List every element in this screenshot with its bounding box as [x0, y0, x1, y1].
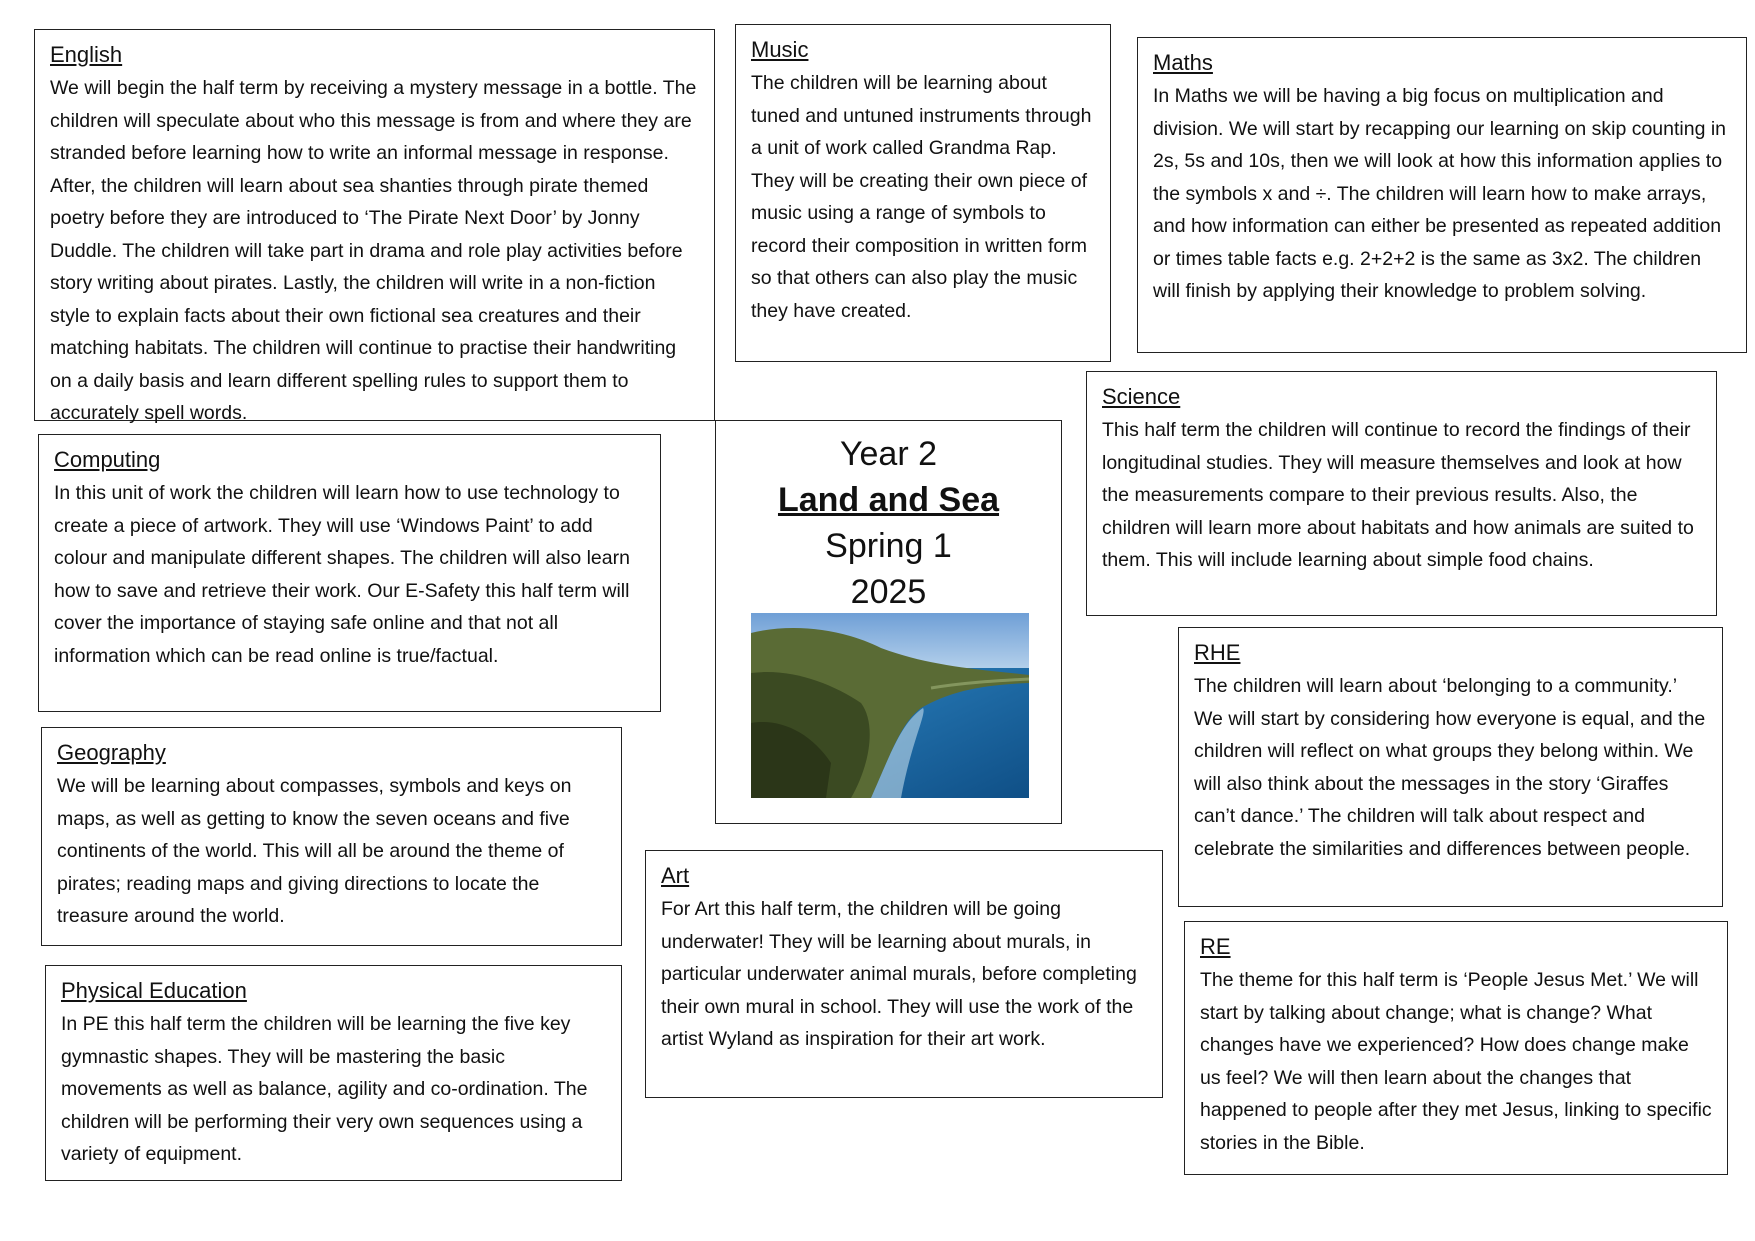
art-body: For Art this half term, the children will be going underwater! They will be learning about murals, in particular underwater animal murals, before completing their own mural in school. They will use the work of the artist Wyland as inspiration for their art work. — [661, 898, 1137, 1050]
pe-panel — [45, 965, 622, 1181]
maths-body: In Maths we will be having a big focus on multiplication and division. We will start by recapping our learning on skip counting in 2s, 5s and 10s, then we will look at how this information applies to the symbols x and ÷. The children will learn how to make arrays, and how information can either be presented as repeated addition or times table facts e.g. 2+2+2 is the same as 3x2. The children will finish by applying their knowledge to problem solving. — [1153, 85, 1727, 302]
english-body: We will begin the half term by receiving a mystery message in a bottle. The children will speculate about who this message is from and where they are stranded before learning how to write an informal message in response. After, the children will learn about sea shanties through pirate themed poetry before they are introduced to ‘The Pirate Next Door’ by Jonny Duddle. The children will take part in drama and role play activities before story writing about pirates. Lastly, the children will write in a non-fiction style to explain facts about their own fictional sea creatures and their matching habitats. The children will continue to practise their handwriting on a daily basis and learn different spelling rules to support them to accurately spell words. — [50, 77, 697, 424]
art-panel — [645, 850, 1163, 1098]
music-panel — [735, 24, 1111, 362]
pe-title: Physical Education — [61, 978, 247, 1003]
music-body: The children will be learning about tuned and untuned instruments through a unit of work called Grandma Rap. They will be creating their own piece of music using a range of symbols to record their composition in written form so that others can also play the music they have created. — [751, 72, 1092, 322]
rhe-body: The children will learn about ‘belonging to a community.’ We will start by considering how everyone is equal, and the children will reflect on what groups they belong within. We will also think about the messages in the story ‘Giraffes can’t dance.’ The children will talk about respect and celebrate the similarities and differences between people. — [1194, 675, 1706, 860]
coastline-image — [751, 613, 1029, 798]
art-title: Art — [661, 863, 690, 888]
maths-panel — [1137, 37, 1747, 353]
computing-body: In this unit of work the children will learn how to use technology to create a piece of artwork. They will use ‘Windows Paint’ to add colour and manipulate different shapes. The children will also learn how to save and retrieve their work. Our E-Safety this half term will cover the importance of staying safe online and that not all information which can be read online is true/factual. — [54, 482, 630, 667]
re-title: RE — [1200, 934, 1231, 959]
year-label: Year 2 — [839, 435, 938, 473]
english-panel — [34, 29, 715, 424]
title-panel — [715, 420, 1062, 824]
geography-title: Geography — [57, 740, 166, 765]
re-body: The theme for this half term is ‘People Jesus Met.’ We will start by talking about change; what is change? What changes have we experienced? How does change make us feel? We will then learn about the changes that happened to people after they met Jesus, linking to specific stories in the Bible. — [1200, 969, 1712, 1154]
computing-panel — [38, 434, 661, 712]
maths-title: Maths — [1153, 50, 1213, 75]
rhe-panel — [1178, 627, 1723, 907]
science-title: Science — [1102, 384, 1181, 409]
geography-body: We will be learning about compasses, symbols and keys on maps, as well as getting to know the seven oceans and five continents of the world. This will all be around the theme of pirates; reading maps and giving directions to locate the treasure around the world. — [57, 775, 572, 927]
term-label: Spring 1 — [825, 527, 952, 565]
re-panel — [1184, 921, 1728, 1175]
music-title: Music — [751, 37, 809, 62]
pe-body: In PE this half term the children will be learning the five key gymnastic shapes. They will be mastering the basic movements as well as balance, agility and co-ordination. The children will be performing their very own sequences using a variety of equipment. — [61, 1013, 588, 1165]
science-body: This half term the children will continue to record the findings of their longitudinal studies. They will measure themselves and look at how the measurements compare to their previous results. Also, the children will learn more about habitats and how animals are suited to them. This will include learning about simple food chains. — [1102, 419, 1694, 571]
geography-panel — [41, 727, 622, 946]
year-number: 2025 — [850, 573, 927, 611]
science-panel — [1086, 371, 1717, 616]
rhe-title: RHE — [1194, 640, 1241, 665]
computing-title: Computing — [54, 447, 161, 472]
english-title: English — [50, 42, 123, 67]
topic-title: Land and Sea — [777, 481, 1000, 519]
